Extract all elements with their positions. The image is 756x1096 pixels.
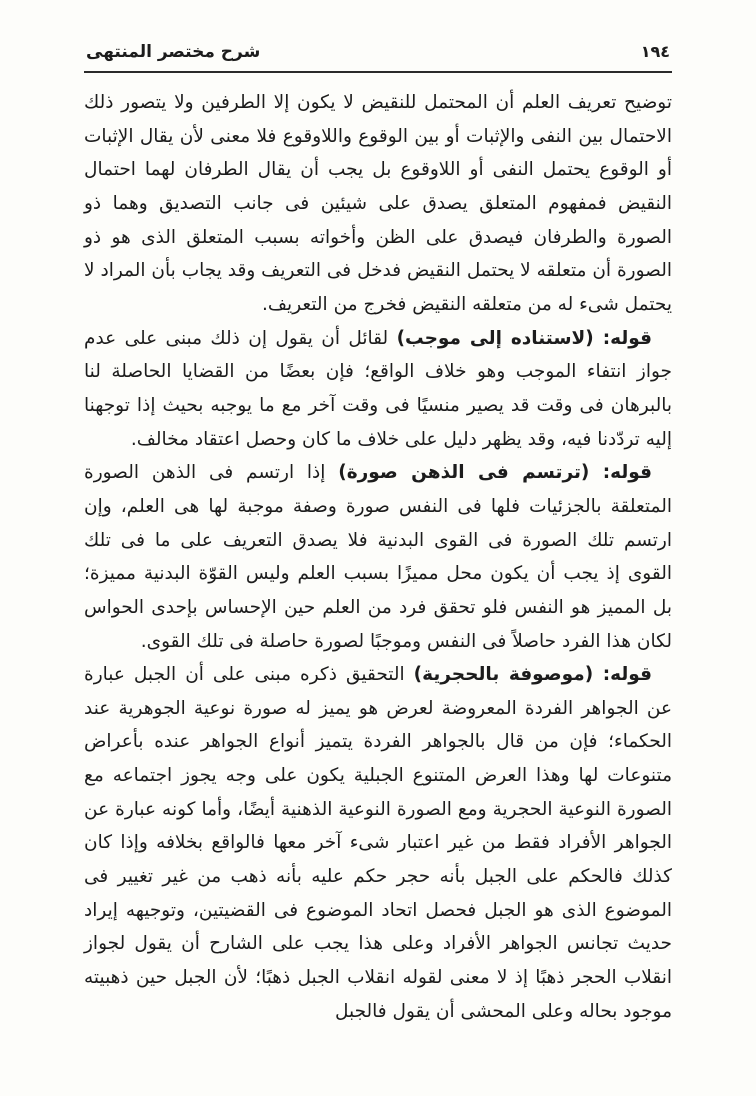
page-body bbox=[84, 86, 672, 1028]
header-rule bbox=[84, 71, 672, 73]
paragraph-qawluhu-istinad bbox=[84, 322, 672, 457]
page-number: ١٩٤ bbox=[640, 42, 670, 61]
paragraph-text: لقائل أن يقول إن ذلك مبنى على عدم جواز انتفاء الموجب وهو خلاف الواقع؛ فإن بعضًا من القضايا الحاصلة لنا بالبرهان فى وقت قد يصير منسيًا فى وقت آخر مع ما يوجبه بحيث إذا توجهنا إليه تردّدنا فيه، وقد يظهر دليل على خلاف ما كان وحصل اعتقاد مخالف. bbox=[84, 327, 672, 450]
paragraph-text: التحقيق ذكره مبنى على أن الجبل عبارة عن الجواهر الفردة المعروضة لعرض هو يميز له صورة نوعية الجوهرية عند الحكماء؛ فإن من قال بالجواهر الفردة يتميز أنواع الجواهر عنده بأعراض متنوعات لها وهذا العرض المتنوع الجبلية يكون على وجه يجوز اجتماعه مع الصورة النوعية الحجرية ومع الصورة النوعية الذهنية أيضًا، وأما كونه عبارة عن الجواهر الأفراد فقط من غير اعتبار شىء آخر معها فالواقع بخلافه وإذا كان كذلك فالحكم على الجبل بأنه حجر حكم عليه بأنه ذهب من غير تغيير فى الموضوع الذى هو الجبل فحصل اتحاد الموضوع فى القضيتين، وتوجيهه إيراد حديث تجانس الجواهر الأفراد وعلى هذا يجب على الشارح أن يقول لجواز انقلاب الحجر ذهبًا إذ لا معنى لقوله انقلاب الجبل ذهبًا؛ لأن الجبل حين ذهبيته موجود بحاله وعلى المحشى أن يقول فالجبل bbox=[84, 664, 672, 1022]
paragraph-continuation bbox=[84, 86, 672, 322]
paragraph-text: إذا ارتسم فى الذهن الصورة المتعلقة بالجزئيات فلها فى النفس صورة وصفة موجبة لها هى العلم، وإن ارتسم تلك الصورة فى القوى البدنية فلا يصدق التعريف على ما فى تلك القوى إذ يجب أن يكون محل مميزًا بسبب العلم وليس القوّة البدنية مميزة؛ بل المميز هو النفس فلو تحقق فرد من العلم حين الإحساس بإحدى الحواس لكان هذا الفرد حاصلاً فى النفس وموجبًا لصورة حاصلة فى تلك القوى. bbox=[84, 462, 672, 652]
paragraph-lead: قوله: (موصوفة بالحجرية) bbox=[413, 664, 653, 686]
paragraph-qawluhu-tartasim bbox=[84, 456, 672, 658]
paragraph-lead: قوله: (ترتسم فى الذهن صورة) bbox=[338, 462, 653, 484]
paragraph-lead: قوله: (لاستناده إلى موجب) bbox=[396, 327, 652, 349]
paragraph-qawluhu-mawsufa bbox=[84, 658, 672, 1028]
book-title: شرح مختصر المنتهى bbox=[86, 42, 261, 62]
page-header bbox=[84, 42, 672, 71]
paragraph-text: توضيح تعريف العلم أن المحتمل للنقيض لا يكون إلا الطرفين ولا يتصور ذلك الاحتمال بين النفى والإثبات أو بين الوقوع واللاوقوع فلا معنى لأن يقال الإثبات أو الوقوع يحتمل النفى أو اللاوقوع بل يجب أن يقال الطرفان لهما احتمال النقيض فمفهوم المتعلق يصدق على شيئين فى جانب التصديق وهما ذو الصورة والطرفان فيصدق على الظن وأخواته بسبب المتعلق الذى هو ذو الصورة أن متعلقه لا يحتمل النقيض فدخل فى التعريف وقد يجاب بأن المراد لا يحتمل شىء له من متعلقه النقيض فخرج من التعريف. bbox=[84, 92, 672, 315]
